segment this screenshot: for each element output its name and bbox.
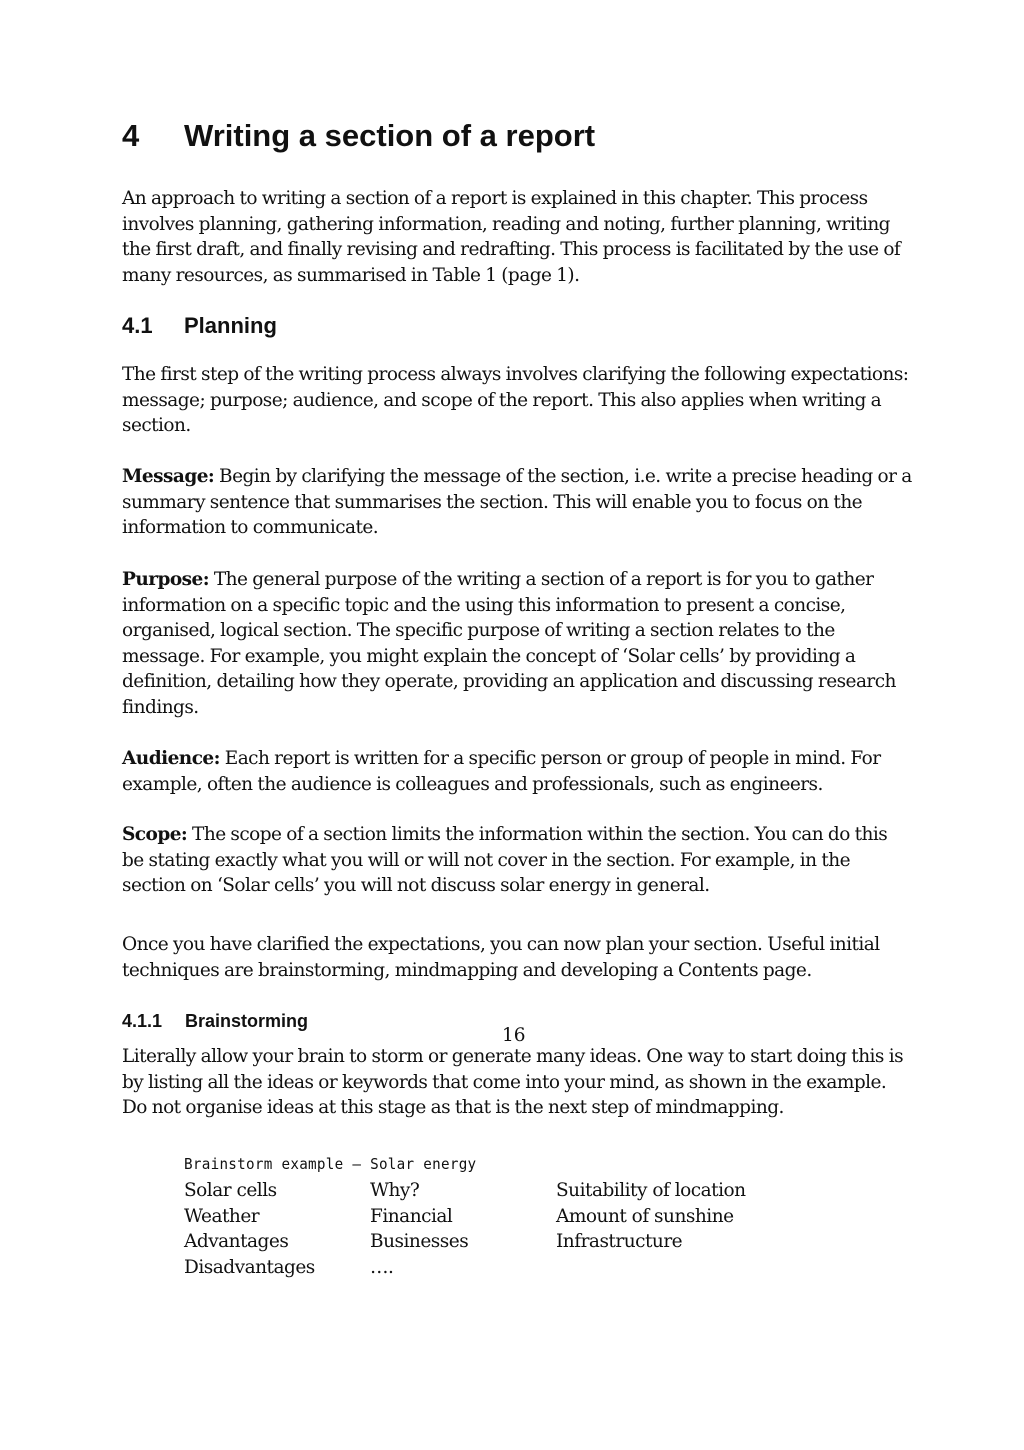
example-title: Brainstorm example – Solar energy [184,1155,477,1173]
chapter-title: Writing a section of a report [184,118,596,153]
example-cell: Financial [370,1205,453,1227]
example-cell: …. [370,1257,394,1279]
message-text: Begin by clarifying the message of the section, i.e. write a precise heading or a summary sentence that summarises the section. This will enable you to focus on the information to communicate. [122,466,912,539]
example-cell: Why? [370,1179,420,1201]
brainstorm-example [184,1152,816,1281]
purpose-text: The general purpose of the writing a section of a report is for you to gather information on a specific topic and the using this information to present a concise, organised, logical section. The specific purpose of writing a section relates to the message. For example, you might explain the concept of ‘Solar cells’ by providing a definition, detailing how they operate, providing an application and discussing research findings. [122,569,896,718]
audience-text: Each report is written for a specific person or group of people in mind. For example, often the audience is colleagues and professionals, such as engineers. [122,748,881,795]
example-row [184,1178,816,1204]
scope-text: The scope of a section limits the information within the section. You can do this be stating exactly what you will or will not cover in the section. For example, in the section on ‘Solar cells’ you will not discuss solar energy in general. [122,824,888,897]
example-cell: Advantages [184,1231,289,1253]
scope-paragraph [122,822,912,899]
closing-paragraph: Once you have clarified the expectations, you can now plan your section. Useful initial techniques are brainstorming, mindmapping and developing a Contents page. [122,934,880,981]
purpose-paragraph [122,567,912,721]
page-number: 16 [502,1025,526,1046]
chapter-heading [122,118,595,154]
example-cell: Suitability of location [556,1179,746,1201]
brainstorm-paragraph: Literally allow your brain to storm or generate many ideas. One way to start doing this is by listing all the ideas or keywords that come into your mind, as shown in the example. Do not organise ideas at this stage as that is the next step of mindmapping. [122,1046,904,1119]
example-row [184,1204,816,1230]
example-cell: Disadvantages [184,1257,315,1279]
planning-intro-paragraph: The first step of the writing process always involves clarifying the following expectations: message; purpose; audience, and scope of the report. This also applies when writing a section. [122,364,909,437]
intro-paragraph: An approach to writing a section of a report is explained in this chapter. This process involves planning, gathering information, reading and noting, further planning, writing the first draft, and finally revising and redrafting. This process is facilitated by the use of many resources, as summarised in Table 1 (page 1). [122,188,901,286]
example-cell [556,1255,816,1281]
chapter-number: 4 [122,118,140,153]
example-row [184,1255,816,1281]
audience-label: Audience: [122,748,220,769]
message-paragraph [122,464,912,541]
subsection-title: Brainstorming [185,1011,309,1031]
subsection-heading [122,1011,308,1032]
scope-label: Scope: [122,824,188,845]
section-title: Planning [184,313,277,338]
example-row [184,1229,816,1255]
audience-paragraph [122,746,912,797]
subsection-number: 4.1.1 [122,1011,163,1031]
example-cell: Businesses [370,1231,469,1253]
example-cell: Weather [184,1205,260,1227]
example-cell: Amount of sunshine [556,1205,734,1227]
section-heading [122,313,277,339]
purpose-label: Purpose: [122,569,209,590]
example-cell: Infrastructure [556,1231,683,1253]
message-label: Message: [122,466,215,487]
example-cell: Solar cells [184,1179,277,1201]
section-number: 4.1 [122,313,153,338]
